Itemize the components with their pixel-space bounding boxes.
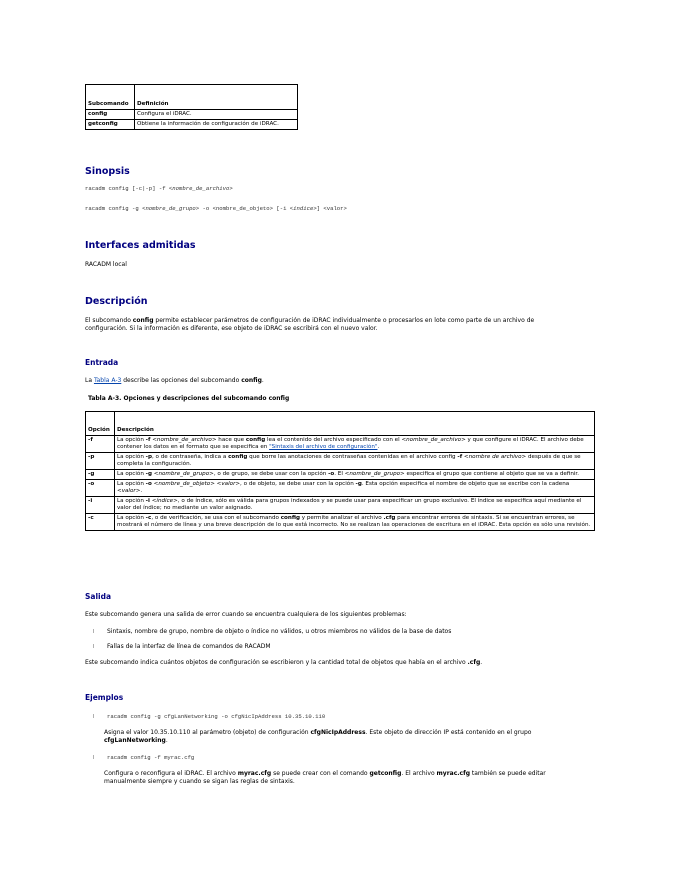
code-text: > (229, 185, 233, 192)
text-bold: .cfg (467, 659, 481, 666)
column-header: Definición (135, 85, 298, 110)
example-description-2 (104, 770, 574, 785)
table-row (86, 436, 595, 453)
text: La opción (117, 515, 146, 521)
salida-intro: Este subcomando genera una salida de error cuando se encuentra cualquiera de los siguientes problemas: (85, 611, 407, 618)
text: < (152, 471, 159, 477)
text-bold: -c (145, 515, 152, 521)
text-bold: config (245, 437, 266, 443)
table-cell: getconfig (86, 120, 135, 130)
text-italic: valor (221, 481, 236, 487)
section-heading-interfaces: Interfaces admitidas (85, 240, 196, 251)
section-heading-salida: Salida (85, 592, 112, 601)
text: se puede crear con el comando (271, 770, 370, 777)
text: . El archivo (401, 770, 437, 777)
text-bold: -f (145, 437, 151, 443)
text: >, o de grupo, se debe usar con la opción (209, 471, 329, 477)
text: Asigna el valor 10.35.10.110 al parámetro (objeto) de configuración (104, 729, 311, 736)
text-bold: .cfg (383, 515, 396, 521)
description-cell (115, 436, 595, 453)
text-bold: config (132, 317, 154, 324)
list-item: Sintaxis, nombre de grupo, nombre de objeto o índice no válidos, u otros miembros no válidos de la base de datos (107, 628, 452, 635)
code-param: nombre_de_grupo (145, 205, 196, 212)
code-text: racadm config [-c|-p] -f < (85, 185, 173, 192)
text-bold: config (241, 377, 262, 384)
option-cell: -o (86, 480, 115, 497)
section-heading-entrada: Entrada (85, 358, 119, 367)
table-cell: Configura el iDRAC. (135, 110, 298, 120)
bullet-marker: l (93, 629, 95, 635)
text-bold: myrac.cfg (237, 770, 272, 777)
option-cell: -p (86, 453, 115, 470)
text: < (462, 454, 469, 460)
example-description-1 (104, 729, 574, 744)
table-row (86, 497, 595, 514)
text: Este subcomando indica cuántos objetos de configuración se escribieron y la cantidad total de objetos que había en el archivo (85, 659, 468, 666)
text-italic: nombre_de_objeto (158, 481, 211, 487)
text: que borre las anotaciones de contraseñas contenidas en el archivo config (247, 454, 458, 460)
text-italic: nombre_de_archivo (156, 437, 212, 443)
entrada-paragraph (85, 377, 264, 384)
option-cell: -c (86, 514, 115, 531)
text-italic: nombre_de_grupo (349, 471, 401, 477)
subcommand-table (85, 84, 298, 130)
code-param: nombre_de_archivo (172, 185, 230, 192)
text: para encontrar errores de sintaxis. Si se encuentran errores, se mostrará el número de línea y una breve descripción de lo que está incorrecto. No se realizan las operaciones de escritura en el iDRAC. Esta opción es sólo una revisión. (117, 515, 591, 528)
code-text: > -o <nombre_de_objeto> [-i < (195, 205, 294, 212)
text: > especifica el grupo que contiene al objeto que se va a definir. (400, 471, 579, 477)
section-heading-descripcion: Descripción (85, 296, 148, 307)
table-cell: Obtiene la información de configuración de iDRAC. (135, 120, 298, 130)
list-item: Fallas de la interfaz de línea de comandos de RACADM (107, 643, 271, 650)
text-bold: -f (457, 454, 463, 460)
text-italic: nombre_de_grupo (158, 471, 210, 477)
table-row (86, 514, 595, 531)
code-text: >] <valor> (313, 205, 347, 212)
text-italic: nombre de archivo (468, 454, 522, 460)
text: >. (135, 488, 143, 494)
table-header-row (86, 85, 298, 110)
text-bold: -o (145, 481, 152, 487)
text: El subcomando (85, 317, 133, 324)
option-cell: -i (86, 497, 115, 514)
options-table (85, 411, 595, 531)
text-bold: config (280, 515, 300, 521)
text: . Este objeto de dirección IP está contenido en el grupo (365, 729, 532, 736)
synopsis-command-2 (85, 205, 347, 212)
text: < (151, 481, 159, 487)
section-heading-sinopsis: Sinopsis (85, 166, 130, 177)
table-row (86, 120, 298, 130)
table-row (86, 453, 595, 470)
config-syntax-link[interactable]: "Sintaxis del archivo de configuración" (269, 444, 378, 450)
table-a3-link[interactable]: Tabla A-3 (93, 377, 122, 384)
text-italic: nombre_de_archivo (406, 437, 462, 443)
text-bold: -g (145, 471, 152, 477)
text-italic: índice (156, 498, 174, 504)
text: . El < (334, 471, 350, 477)
text: . (480, 659, 483, 666)
description-cell (115, 470, 595, 480)
description-cell (115, 480, 595, 497)
text: >, o de índice, sólo es válida para grupos indexados y se puede usar para especificar un grupo exclusivo. El índice se especifica aquí mediante el valor del índice; no mediante un valor asignado. (117, 498, 582, 511)
text: >, o de objeto, se debe usar con la opción (235, 481, 356, 487)
text-bold: myrac.cfg (436, 770, 470, 777)
text-bold: cfgLanNetworking (104, 736, 166, 744)
text: La opción (117, 454, 146, 460)
text: La (85, 377, 94, 384)
text-bold: cfgNicIpAddress (310, 729, 366, 736)
text: describe las opciones del subcomando (121, 377, 242, 384)
text: La opción (117, 471, 146, 477)
interfaces-text: RACADM local (85, 261, 127, 268)
text: < (149, 498, 157, 504)
text: y permite analizar el archivo (300, 515, 384, 521)
text-bold: getconfig (369, 770, 402, 777)
synopsis-command-1 (85, 185, 233, 192)
text: . (261, 377, 264, 384)
text: > hace que (211, 437, 246, 443)
text: . Esta opción especifica el nombre de objeto que se escribe con la cadena < (117, 481, 570, 494)
example-command-1: racadm config -g cfgLanNetworking -o cfgNicIpAddress 10.35.10.110 (107, 713, 326, 720)
table-cell: config (86, 110, 135, 120)
text-bold: -p (145, 454, 152, 460)
option-cell: -f (86, 436, 115, 453)
text: > y que configure el iDRAC. El archivo debe contener los datos en el formato que se especifica en (117, 437, 584, 450)
description-cell (115, 453, 595, 470)
column-header: Descripción (115, 412, 595, 436)
example-command-2: racadm config -f myrac.cfg (107, 754, 195, 761)
text: > después de que se completa la configuración. (117, 454, 581, 467)
description-cell (115, 514, 595, 531)
text-bold: config (228, 454, 248, 460)
bullet-marker: l (93, 644, 95, 650)
text: La opción (117, 498, 146, 504)
text: > < (210, 481, 222, 487)
text-italic: valor (121, 488, 136, 494)
table-header-row (86, 412, 595, 436)
text: , o de verificación, se usa con el subcomando (151, 515, 281, 521)
table-row (86, 470, 595, 480)
bullet-marker: l (93, 714, 95, 720)
text-bold: -i (145, 498, 150, 504)
section-heading-ejemplos: Ejemplos (85, 693, 124, 702)
column-header: Subcomando (86, 85, 135, 110)
text: también se puede editar manualmente siempre y cuando se sigan las reglas de sintaxis. (104, 770, 546, 785)
code-param: índice (293, 205, 314, 212)
text: , o de contraseña, indica a (152, 454, 229, 460)
text: La opción (117, 437, 146, 443)
table-row (86, 480, 595, 497)
option-cell: -g (86, 470, 115, 480)
table-row (86, 110, 298, 120)
code-text: racadm config -g < (85, 205, 146, 212)
bullet-marker: l (93, 755, 95, 761)
text: . (165, 736, 168, 744)
text: Configura o reconfigura el iDRAC. El archivo (104, 770, 238, 777)
description-cell (115, 497, 595, 514)
text: permite establecer parámetros de configuración de iDRAC individualmente o procesarlos en lote como parte de un archivo de configuración. Si la información es diferente, ese objeto de iDRAC se escribirá con el nuevo valor. (85, 317, 535, 332)
text: . (377, 444, 380, 450)
description-paragraph (85, 317, 575, 332)
text: La opción (117, 481, 146, 487)
text: < (150, 437, 157, 443)
text: lea el contenido del archivo especificado con el < (265, 437, 407, 443)
text-bold: -o (328, 471, 335, 477)
table-caption: Tabla A-3. Opciones y descripciones del subcomando config (88, 395, 290, 402)
text-bold: -g (355, 481, 362, 487)
salida-outro (85, 659, 482, 666)
column-header: Opción (86, 412, 115, 436)
